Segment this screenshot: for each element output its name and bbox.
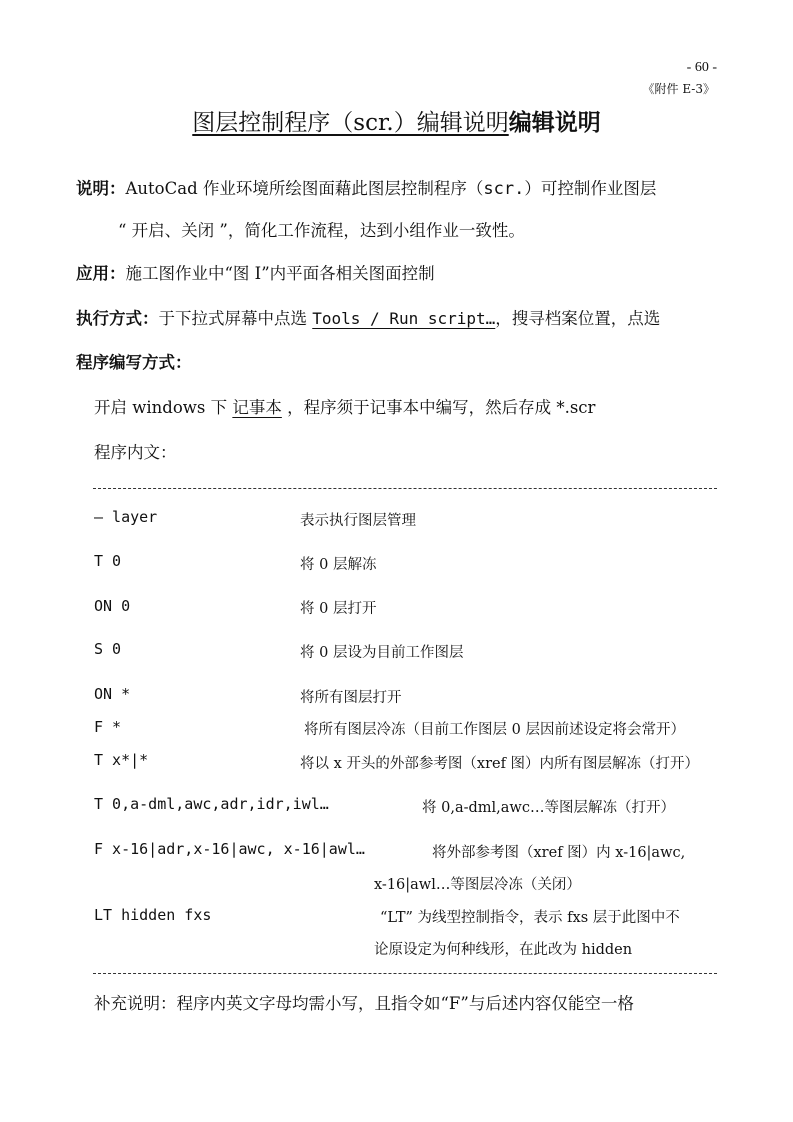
description-line-1: [76, 178, 656, 200]
command-desc: 将以 x 开头的外部参考图（xref 图）内所有图层解冻（打开）: [300, 756, 700, 772]
execution-line: [76, 308, 660, 330]
writing-line-1: [94, 397, 595, 419]
description-text-b: ）可控制作业图层: [524, 179, 657, 198]
writing-line-2: 程序内文：: [94, 443, 177, 462]
supplement-note: 补充说明：程序内英文字母均需小写，且指令如“F”与后述内容仅能空一格: [94, 994, 634, 1013]
divider-bottom: [93, 973, 717, 974]
command-desc: 将所有图层打开: [300, 690, 402, 706]
command-desc: 将 0 层设为目前工作图层: [300, 645, 464, 661]
execution-text-b: ，搜寻档案位置，点选: [495, 309, 661, 328]
divider-top: [93, 488, 717, 489]
command-text: T 0: [94, 552, 122, 570]
command-text: T x*|*: [94, 751, 149, 769]
command-desc-continued: 论原设定为何种线形，在此改为 hidden: [374, 942, 633, 958]
title-normal: 图层控制程序（scr.）编辑说明: [192, 110, 509, 136]
command-desc: 将所有图层冷冻（目前工作图层 0 层因前述设定将会常开）: [304, 722, 685, 738]
description-code: scr.: [483, 179, 525, 199]
command-text: T 0,a-dml,awc,adr,idr,iwl…: [94, 795, 329, 813]
command-text: ON 0: [94, 597, 131, 615]
command-desc: 将 0 层解冻: [300, 557, 377, 573]
application-line: [76, 263, 435, 285]
page-title: [0, 104, 793, 137]
command-desc-continued: x-16|awl…等图层冷冻（关闭）: [374, 877, 581, 893]
writing-label: 程序编写方式：: [76, 353, 192, 372]
command-desc: 将 0,a-dml,awc…等图层解冻（打开）: [422, 800, 675, 816]
application-text: 施工图作业中“图 I”内平面各相关图面控制: [125, 264, 435, 283]
command-text: F *: [94, 718, 122, 736]
command-text: ON *: [94, 685, 131, 703]
title-bold: 编辑说明: [508, 109, 601, 136]
command-text: LT hidden fxs: [94, 906, 212, 924]
notepad-text: 记事本: [232, 398, 282, 417]
execution-label: 执行方式：: [76, 309, 159, 328]
execution-text-a: 于下拉式屏幕中点选: [158, 309, 313, 328]
command-desc: 将 0 层打开: [300, 601, 377, 617]
command-desc: “LT” 为线型控制指令，表示 fxs 层于此图中不: [380, 910, 680, 926]
writing-text-b: ，程序须于记事本中编写，然后存成 *.scr: [281, 398, 596, 417]
appendix-label: 《附件 E-3》: [642, 82, 715, 96]
application-label: 应用：: [76, 264, 126, 283]
description-line-2: “ 开启、关闭 ”，简化工作流程，达到小组作业一致性。: [118, 221, 525, 240]
command-text: — layer: [94, 508, 158, 526]
description-label: 说明：: [76, 179, 126, 198]
command-text: F x-16|adr,x-16|awc, x-16|awl…: [94, 840, 365, 858]
command-text: S 0: [94, 640, 122, 658]
command-desc: 表示执行图层管理: [300, 513, 416, 529]
menu-path: Tools / Run script…: [312, 309, 496, 328]
command-desc: 将外部参考图（xref 图）内 x-16|awc,: [432, 845, 686, 861]
page-number: - 60 -: [686, 60, 717, 75]
writing-text-a: 开启 windows 下: [94, 398, 233, 417]
description-text-a: AutoCad 作业环境所绘图面藉此图层控制程序（: [125, 179, 484, 198]
